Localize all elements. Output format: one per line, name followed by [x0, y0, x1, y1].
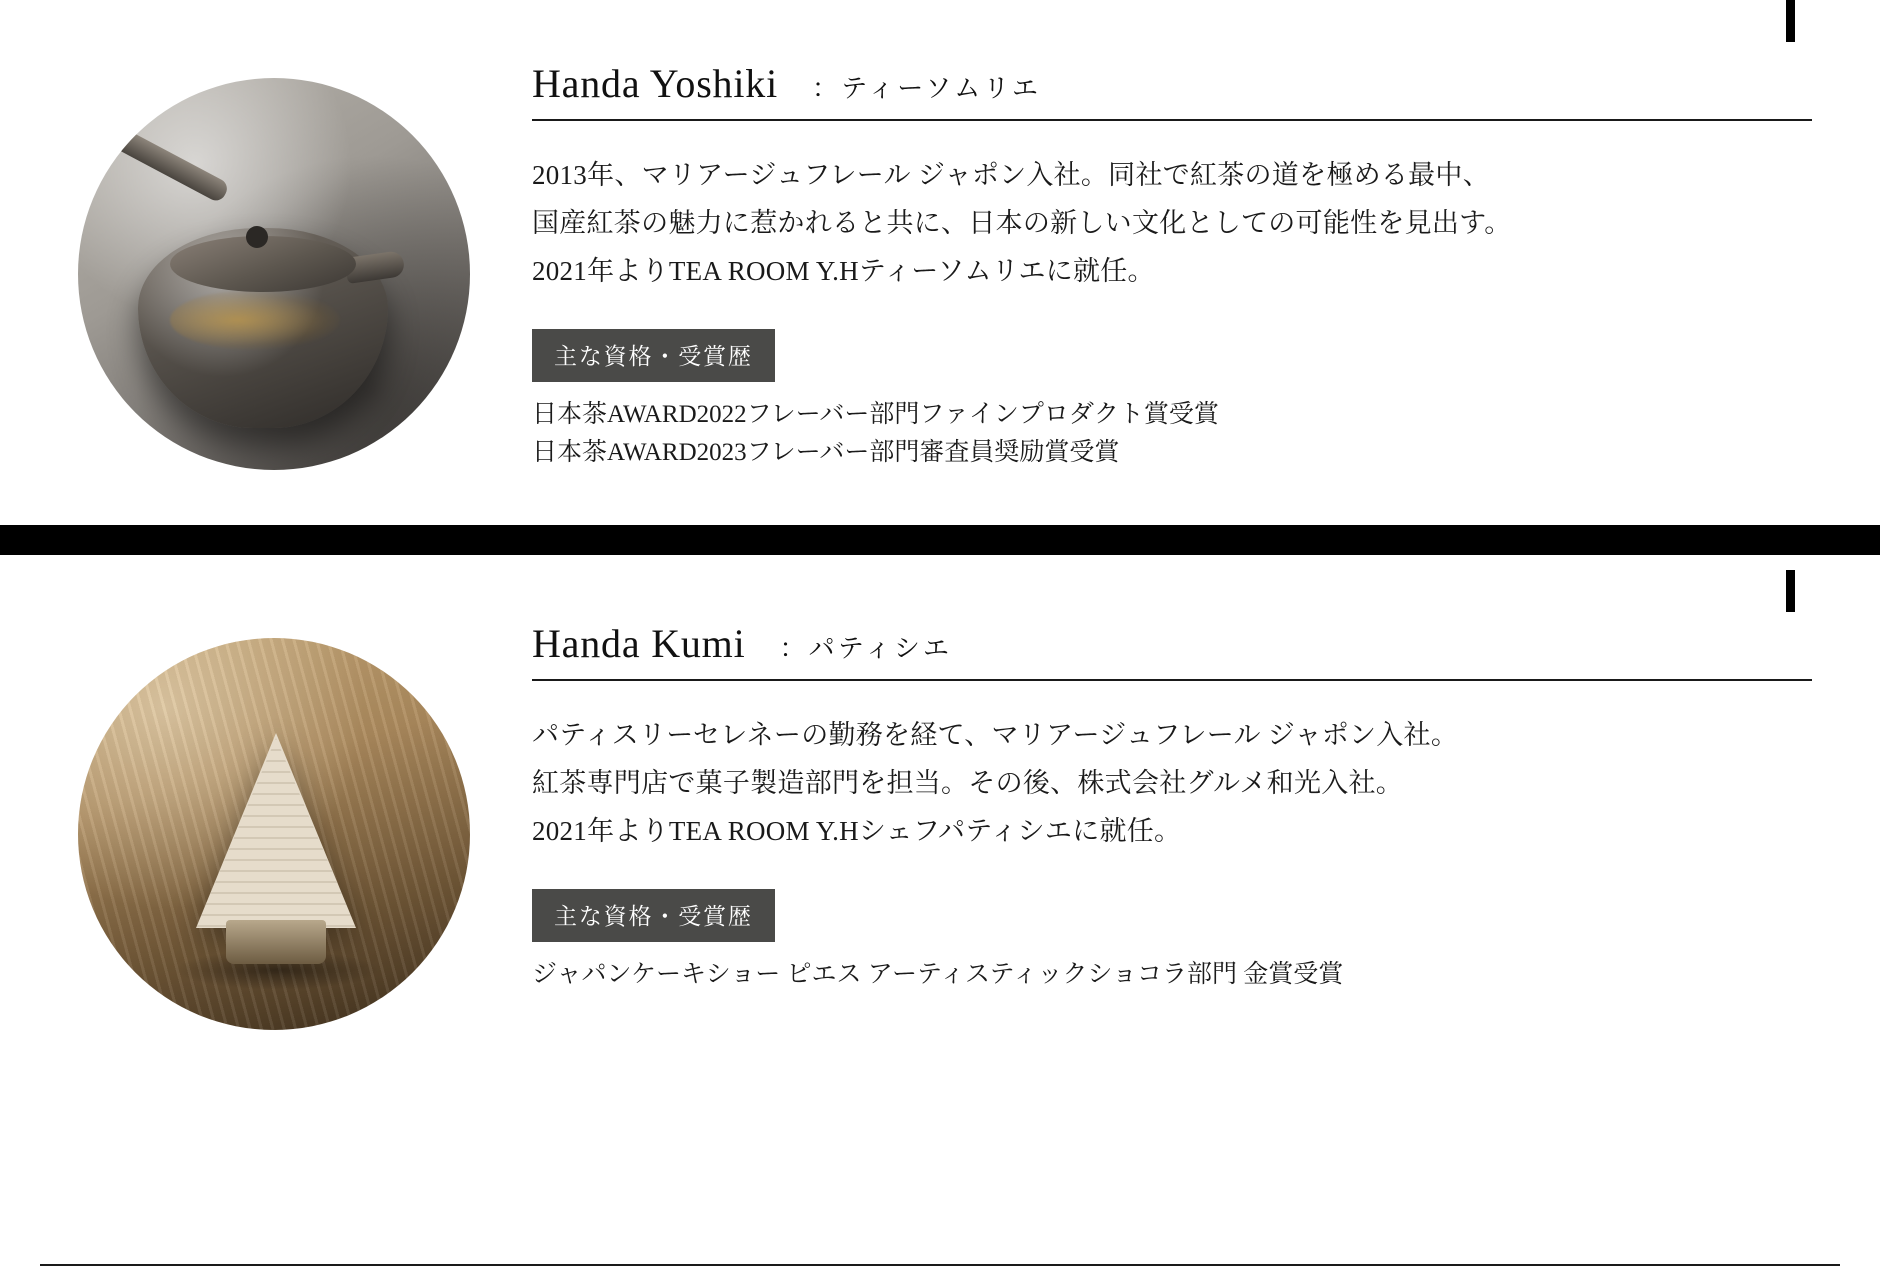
profile-name: Handa Kumi — [532, 621, 746, 666]
profile-name-row — [532, 620, 1812, 681]
profile-bio-line: 紅茶専門店で菓子製造部門を担当。その後、株式会社グルメ和光入社。 — [532, 768, 1404, 799]
awards-list — [532, 956, 1812, 994]
teapot-knob-shape — [246, 226, 268, 248]
profile-bio-line: 国産紅茶の魅力に惹かれると共に、日本の新しい文化としての可能性を見出す。 — [532, 208, 1512, 239]
profile-bio — [532, 711, 1812, 855]
teapot-photo — [78, 78, 470, 470]
mont-blanc-cake-photo — [78, 638, 470, 1030]
award-item: 日本茶AWARD2022フレーバー部門ファインプロダクト賞受賞 — [532, 401, 1219, 429]
teapot-handle-shape — [88, 114, 231, 204]
awards-heading-badge: 主な資格・受賞歴 — [532, 889, 775, 942]
top-right-tick-mark-1 — [1786, 0, 1795, 42]
bottom-rule — [40, 1264, 1840, 1266]
profile-role: ：ティーソムリエ — [812, 74, 1042, 103]
profile-content — [532, 60, 1812, 472]
top-right-tick-mark-2 — [1786, 570, 1795, 612]
profile-bio-line: 2021年よりTEA ROOM Y.Hティーソムリエに就任。 — [532, 256, 1155, 287]
profile-content — [532, 620, 1812, 994]
profile-name-row — [532, 60, 1812, 121]
award-item: ジャパンケーキショー ピエス アーティスティックショコラ部門 金賞受賞 — [532, 961, 1344, 989]
awards-heading-badge: 主な資格・受賞歴 — [532, 329, 775, 382]
cake-base-shape — [226, 920, 326, 964]
profile-bio-line: 2021年よりTEA ROOM Y.Hシェフパティシエに就任。 — [532, 816, 1182, 847]
profile-bio — [532, 151, 1812, 295]
award-item: 日本茶AWARD2023フレーバー部門審査員奨励賞受賞 — [532, 439, 1120, 467]
profile-name: Handa Yoshiki — [532, 61, 778, 106]
awards-list — [532, 396, 1812, 472]
profile-bio-line: パティスリーセレネーの勤務を経て、マリアージュフレール ジャポン入社。 — [532, 720, 1459, 750]
section-divider-bar — [0, 525, 1880, 555]
teapot-gold-glaze-shape — [170, 290, 340, 350]
profile-role: ：パティシエ — [779, 634, 953, 663]
profile-bio-line: 2013年、マリアージュフレール ジャポン入社。同社で紅茶の道を極める最中、 — [532, 160, 1490, 190]
